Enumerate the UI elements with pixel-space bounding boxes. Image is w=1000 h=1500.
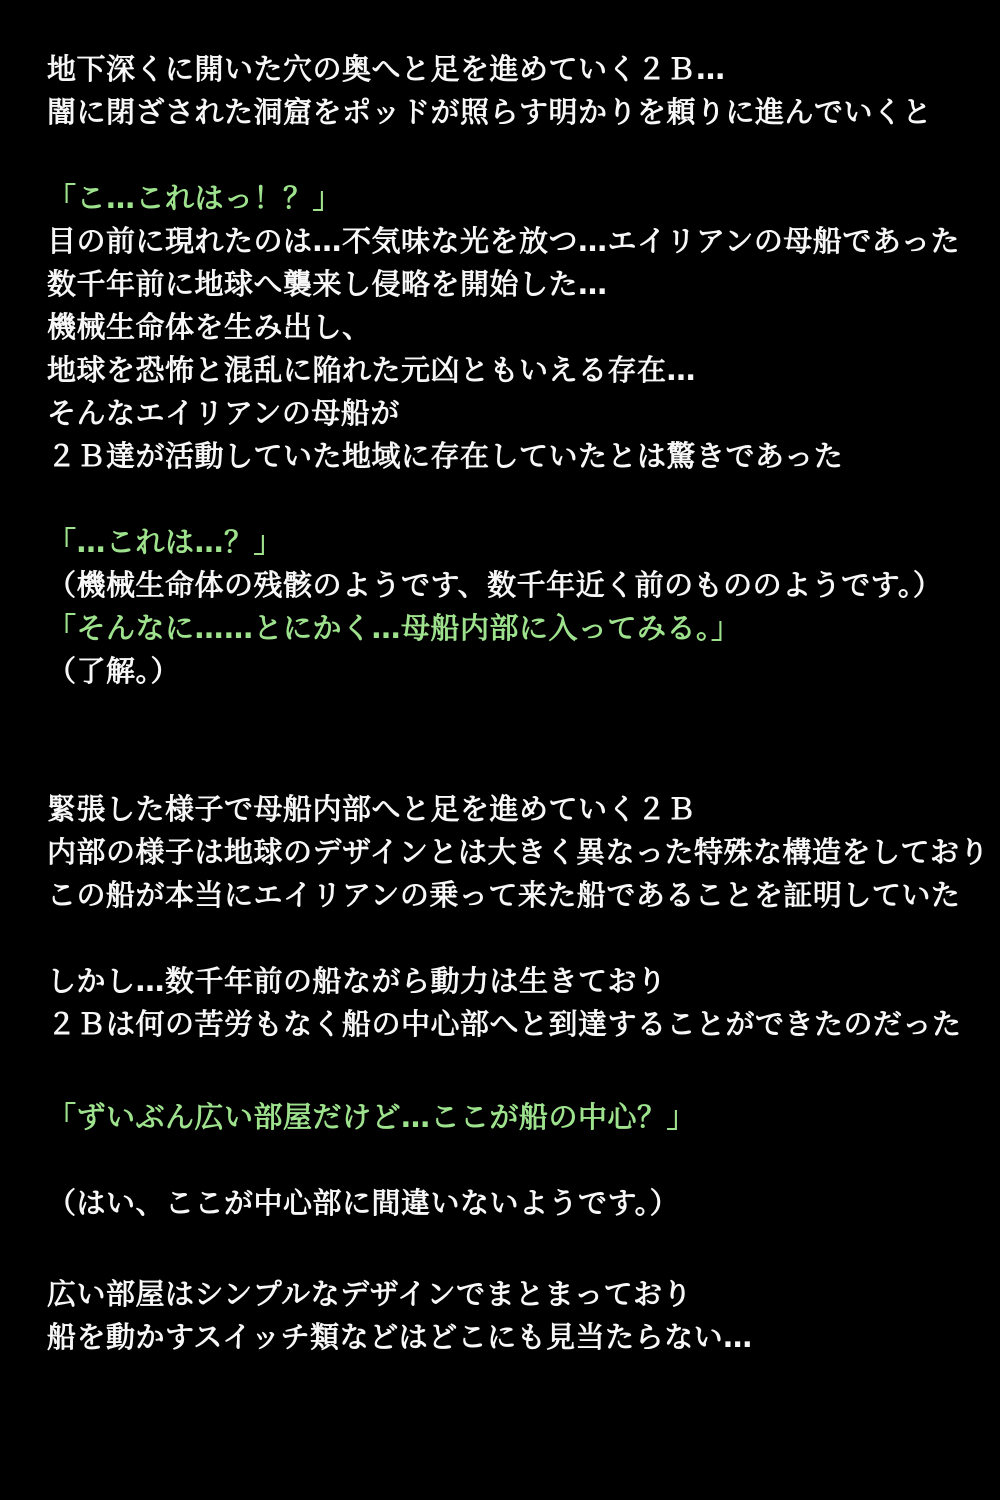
paragraph: [47, 960, 970, 1046]
narration-line: 船を動かすスイッチ類などはどこにも見当たらない…: [47, 1320, 753, 1354]
narration-line: 数千年前に地球へ襲来し侵略を開始した…: [47, 267, 608, 301]
narration-line: 機械生命体を生み出し、: [47, 310, 372, 344]
narration-line: （了解。）: [47, 654, 181, 688]
paragraph: [47, 177, 970, 478]
paragraph: [47, 1182, 970, 1225]
paragraph: [47, 48, 970, 134]
narration-line: 闇に閉ざされた洞窟をポッドが照らす明かりを頼りに進んでいくと: [47, 95, 933, 129]
dialogue-line: 「ずいぶん広い部屋だけど…ここが船の中心？」: [47, 1100, 697, 1134]
narration-line: 地球を恐怖と混乱に陥れた元凶ともいえる存在…: [47, 353, 697, 387]
dialogue-line: 「そんなに……とにかく…母船内部に入ってみる。」: [47, 611, 741, 645]
narration-line: そんなエイリアンの母船が: [47, 396, 400, 430]
narration-line: しかし…数千年前の船ながら動力は生きており: [47, 964, 667, 998]
paragraph: [47, 1096, 970, 1139]
narration-line: 目の前に現れたのは…不気味な光を放つ…エイリアンの母船であった: [47, 224, 961, 258]
narration-line: （はい、ここが中心部に間違いないようです。）: [47, 1186, 680, 1220]
narration-line: 内部の様子は地球のデザインとは大きく異なった特殊な構造をしており: [47, 835, 989, 869]
narration-line: 広い部屋はシンプルなデザインでまとまっており: [47, 1277, 693, 1311]
narration-line: （機械生命体の残骸のようです、数千年近く前のもののようです。）: [47, 568, 943, 602]
narration-line: ２Ｂ達が活動していた地域に存在していたとは驚きであった: [47, 439, 844, 473]
narration-line: この船が本当にエイリアンの乗って来た船であることを証明していた: [47, 878, 961, 912]
narration-line: ２Ｂは何の苦労もなく船の中心部へと到達することができたのだった: [47, 1007, 962, 1041]
dialogue-line: 「…これは…？」: [47, 525, 284, 559]
narration-line: 緊張した様子で母船内部へと足を進めていく２Ｂ: [47, 792, 697, 826]
paragraph: [47, 788, 989, 917]
narration-line: 地下深くに開いた穴の奥へと足を進めていく２Ｂ…: [47, 52, 726, 86]
paragraph: [47, 1273, 970, 1359]
paragraph: [47, 521, 970, 693]
dialogue-line: 「こ…これはっ！？」: [47, 181, 343, 215]
